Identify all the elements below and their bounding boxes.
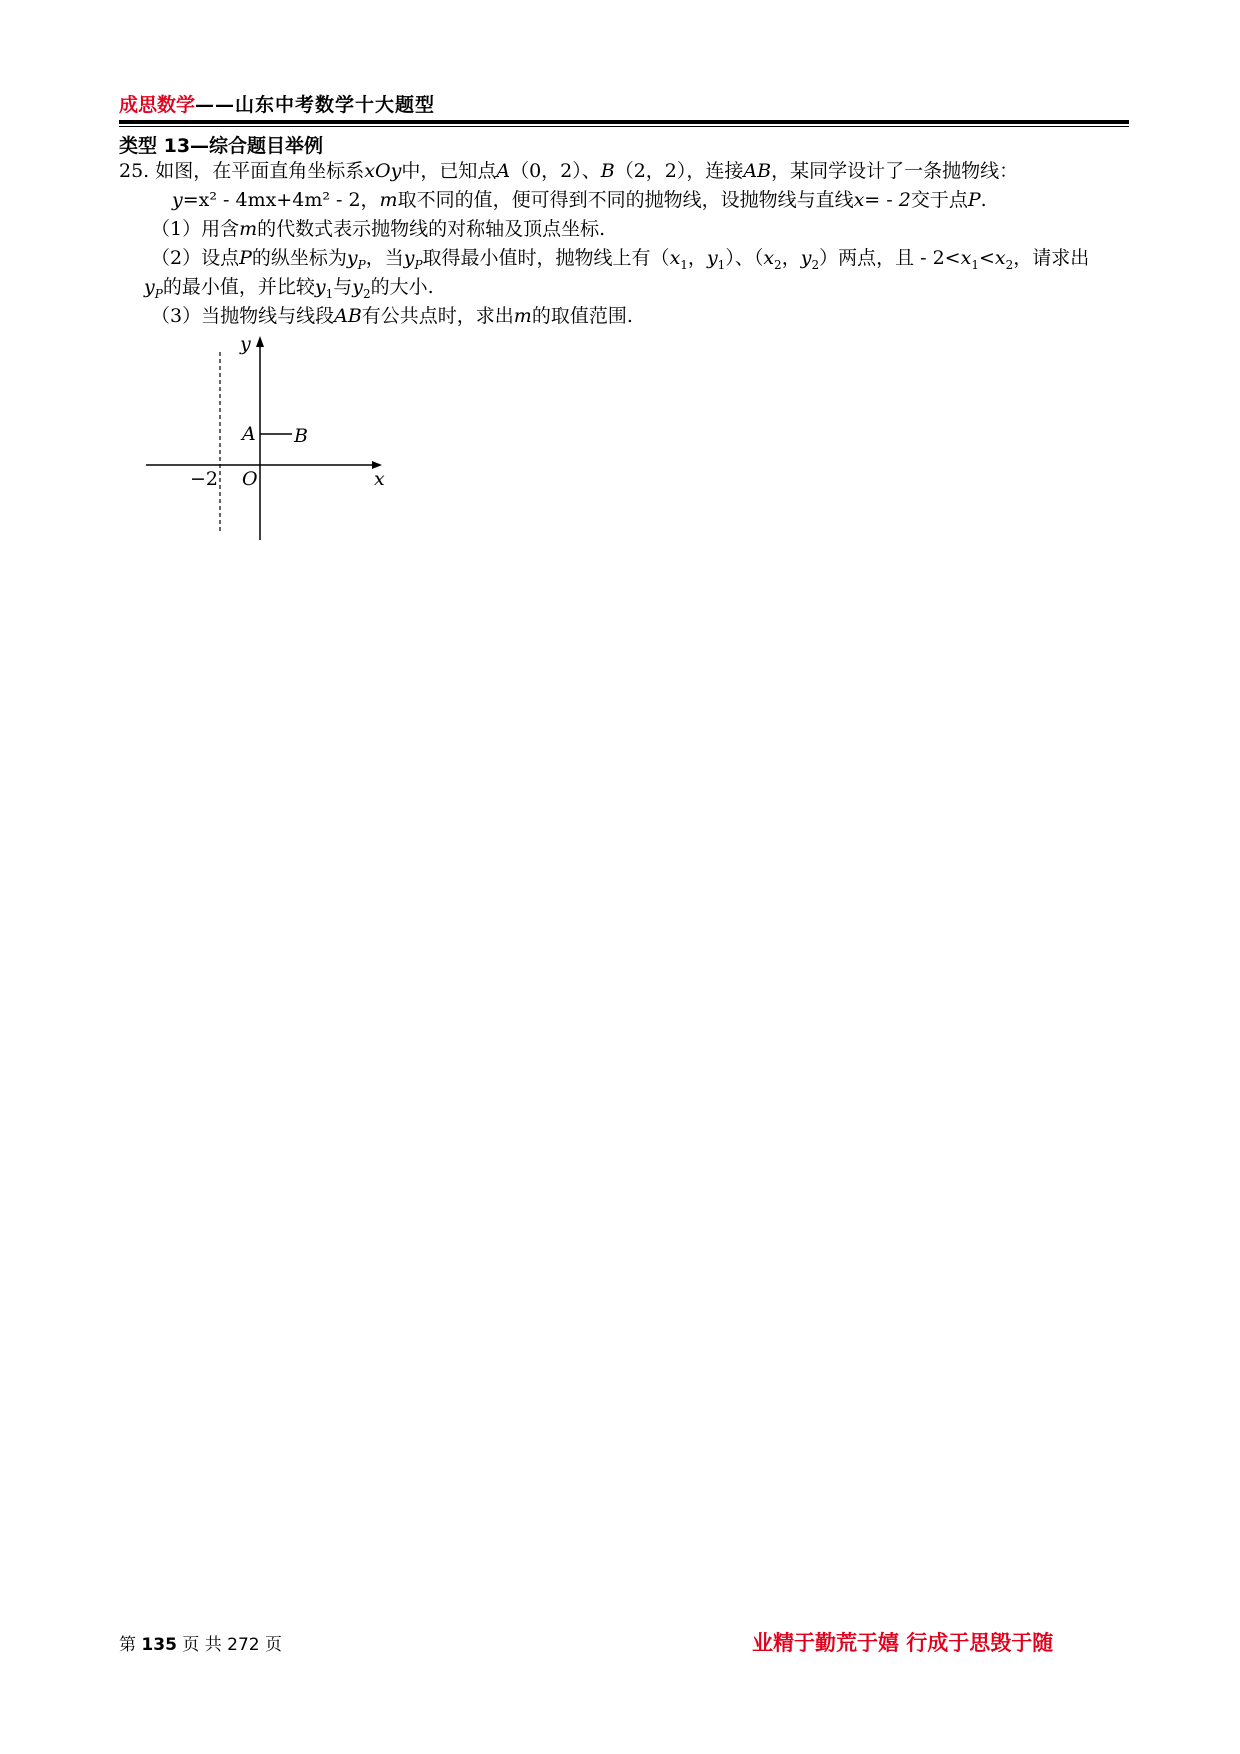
equation-y: y — [172, 189, 183, 211]
page-header — [119, 90, 435, 117]
part3-c: 的取值范围. — [531, 305, 633, 327]
problem-line-1 — [119, 157, 1018, 185]
m-variable: m — [379, 189, 398, 211]
point-b-coords: （2，2），连接 — [614, 160, 744, 182]
neg2-label: −2 — [190, 468, 219, 490]
part2-k: 的最小值，并比较 — [162, 276, 315, 298]
point-a-label: A — [242, 423, 256, 445]
part3-m: m — [513, 305, 532, 327]
part2-m: 的大小. — [370, 276, 434, 298]
part2-h: ）两点，且 - 2< — [819, 247, 961, 269]
origin-label: O — [242, 468, 258, 490]
part3-b: 有公共点时，求出 — [361, 305, 514, 327]
x-axis-label: x — [374, 468, 385, 490]
period: . — [980, 189, 987, 211]
point-b: B — [600, 160, 615, 182]
segment-ab: AB — [743, 160, 772, 182]
coordinate-figure — [146, 330, 396, 542]
part2-j: ，请求出 — [1013, 247, 1090, 269]
page-suffix: 页 — [264, 1635, 282, 1655]
part2-b: 的纵坐标为 — [251, 247, 347, 269]
part1-rest: 的代数式表示抛物线的对称轴及顶点坐标. — [257, 218, 606, 240]
point-b-label: B — [294, 425, 308, 447]
footer-motto: 业精于勤荒于嬉 行成于思毁于随 — [752, 1631, 1054, 1655]
part2-f: ）、（ — [725, 247, 764, 269]
equation: =x² - 4mx+4m² - 2， — [182, 189, 380, 211]
page-footer — [119, 1630, 282, 1655]
page-prefix: 第 — [119, 1635, 136, 1655]
part-2-line-1: （2）设点P的纵坐标为$y_P$，当$y_P$取得最小值时，抛物线上有（$x_1$，$y_1$）、（$x_2$，$y_2$）两点，且 - $2<x_1<x_2$，请求出 — [151, 247, 1090, 272]
part1-m: m — [239, 218, 258, 240]
part2-yp: y — [346, 247, 358, 269]
part1-text: （1）用含 — [151, 218, 240, 240]
stem-text4: 取不同的值，便可得到不同的抛物线，设抛物线与直线 — [397, 189, 854, 211]
problem-line-2 — [172, 186, 987, 214]
point-a-coords: （0，2）、 — [510, 160, 601, 182]
y-axis-arrow — [256, 336, 264, 347]
part2-g: ， — [781, 247, 801, 269]
part2-d: 取得最小值时，抛物线上有（ — [422, 247, 670, 269]
header-subtitle: ——山东中考数学十大题型 — [195, 94, 436, 116]
part-2-line-2: $y_P$的最小值，并比较$y_1$与$y_2$的大小. — [144, 276, 434, 301]
part-3 — [151, 302, 633, 330]
part3-ab: AB — [334, 305, 362, 327]
stem-text3: ，某同学设计了一条抛物线： — [771, 160, 1019, 182]
part2-p: P — [239, 247, 252, 269]
page-mid: 页 共 — [182, 1635, 222, 1655]
stem-text: 如图，在平面直角坐标系 — [155, 160, 365, 182]
part2-l: 与 — [333, 276, 353, 298]
part2-c: ，当 — [365, 247, 404, 269]
part-1 — [151, 215, 605, 243]
stem-text2: 中，已知点 — [401, 160, 497, 182]
header-rule-thick — [119, 120, 1129, 124]
section-title: 类型 13—综合题目举例 — [119, 135, 324, 157]
brand-name: 成思数学 — [119, 94, 196, 116]
stem-text5: 交于点 — [910, 189, 968, 211]
part3-a: （3）当抛物线与线段 — [151, 305, 335, 327]
part2-i: < — [978, 247, 995, 269]
page-number: 135 — [141, 1635, 177, 1655]
problem-number: 25. — [119, 160, 150, 182]
point-a: A — [496, 160, 511, 182]
part2-e: ， — [687, 247, 707, 269]
coord-system: xOy — [364, 160, 402, 182]
point-p: P — [967, 189, 981, 211]
header-rule-thin — [119, 126, 1129, 127]
part2-a: （2）设点 — [151, 247, 240, 269]
line-equation: x= - 2 — [853, 189, 911, 211]
page-total: 272 — [227, 1635, 260, 1655]
y-axis-label: y — [240, 333, 251, 355]
